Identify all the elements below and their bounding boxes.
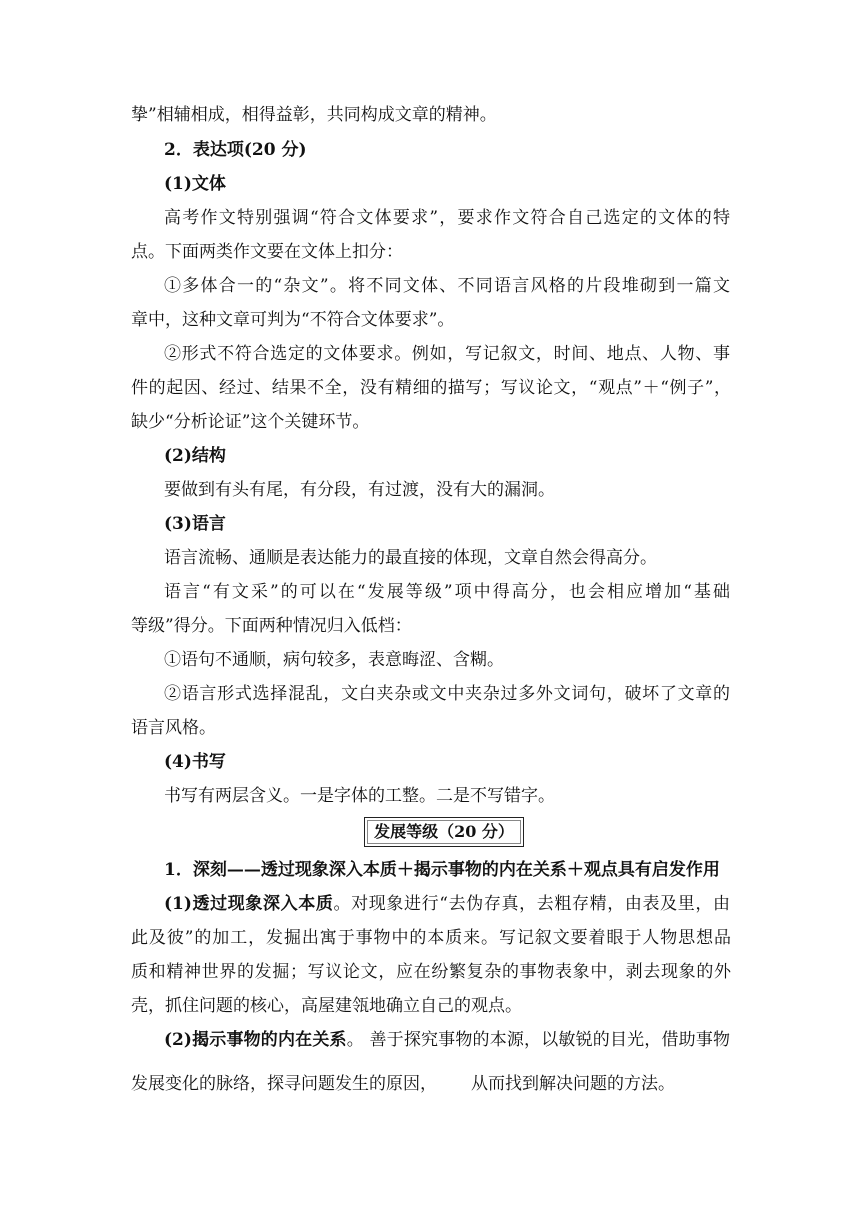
text-line: 点。下面两类作文要在文体上扣分： <box>131 242 403 262</box>
item-heading: (3)语言 <box>164 514 226 534</box>
item-heading: (1)文体 <box>164 174 226 194</box>
text-line: ②形式不符合选定的文体要求。例如，写记叙文，时间、地点、人物、事 <box>164 344 730 364</box>
text-line: 书写有两层含义。一是字体的工整。二是不写错字。 <box>164 786 555 806</box>
text-line: ①多体合一的“杂文”。将不同文体、不同语言风格的片段堆砌到一篇文 <box>164 276 730 296</box>
text-line: 要做到有头有尾，有分段，有过渡，没有大的漏洞。 <box>164 480 555 500</box>
text-line: 挚”相辅相成，相得益彰，共同构成文章的精神。 <box>131 105 497 125</box>
text-line: 壳，抓住问题的核心，高屋建瓴地确立自己的观点。 <box>131 996 522 1016</box>
text-line <box>164 1029 730 1051</box>
bold-lead: (2)揭示事物的内在关系 <box>164 1030 347 1050</box>
subsection-heading: 2．表达项(20 分) <box>164 140 307 160</box>
text-line: ②语言形式选择混乱，文白夹杂或文中夹杂过多外文词句，破坏了文章的 <box>164 684 730 704</box>
text-line <box>131 1073 731 1095</box>
text-rest: 。 善于探究事物的本源，以敏锐的目光，借助事物 <box>346 1030 731 1050</box>
text-line: 章中，这种文章可判为“不符合文体要求”。 <box>131 310 455 330</box>
text-line: 此及彼”的加工，发掘出寓于事物中的本质来。写记叙文要着眼于人物思想品 <box>131 928 731 948</box>
item-heading: (4)书写 <box>164 752 226 772</box>
subsection-heading: 1．深刻——透过现象深入本质＋揭示事物的内在关系＋观点具有启发作用 <box>164 860 720 880</box>
text-line: 件的起因、经过、结果不全，没有精细的描写；写议论文，“观点”＋“例子”， <box>131 378 731 398</box>
item-heading: (2)结构 <box>164 446 226 466</box>
text-part: 发展变化的脉络，探寻问题发生的原因， <box>131 1074 437 1094</box>
bold-lead: (1)透过现象深入本质 <box>164 894 334 914</box>
text-rest: 。对现象进行“去伪存真，去粗存精，由表及里，由 <box>333 894 730 914</box>
text-line: 语言“有文采”的可以在“发展等级”项中得高分，也会相应增加“基础 <box>164 582 730 602</box>
text-line: 高考作文特别强调“符合文体要求”，要求作文符合自己选定的文体的特 <box>164 208 730 228</box>
text-rest: 从而找到解决问题的方法。 <box>471 1074 675 1094</box>
text-line: 语言流畅、通顺是表达能力的最直接的体现，文章自然会得高分。 <box>164 548 657 568</box>
section-heading-box: 发展等级（20 分） <box>364 817 524 847</box>
text-line: 等级”得分。下面两种情况归入低档： <box>131 616 412 636</box>
text-line: 语言风格。 <box>131 718 216 738</box>
text-line: 质和精神世界的发掘；写议论文，应在纷繁复杂的事物表象中，剥去现象的外 <box>131 962 731 982</box>
text-line: ①语句不通顺，病句较多，表意晦涩、含糊。 <box>164 650 504 670</box>
text-line: 缺少“分析论证”这个关键环节。 <box>131 412 370 432</box>
text-line <box>164 893 730 915</box>
